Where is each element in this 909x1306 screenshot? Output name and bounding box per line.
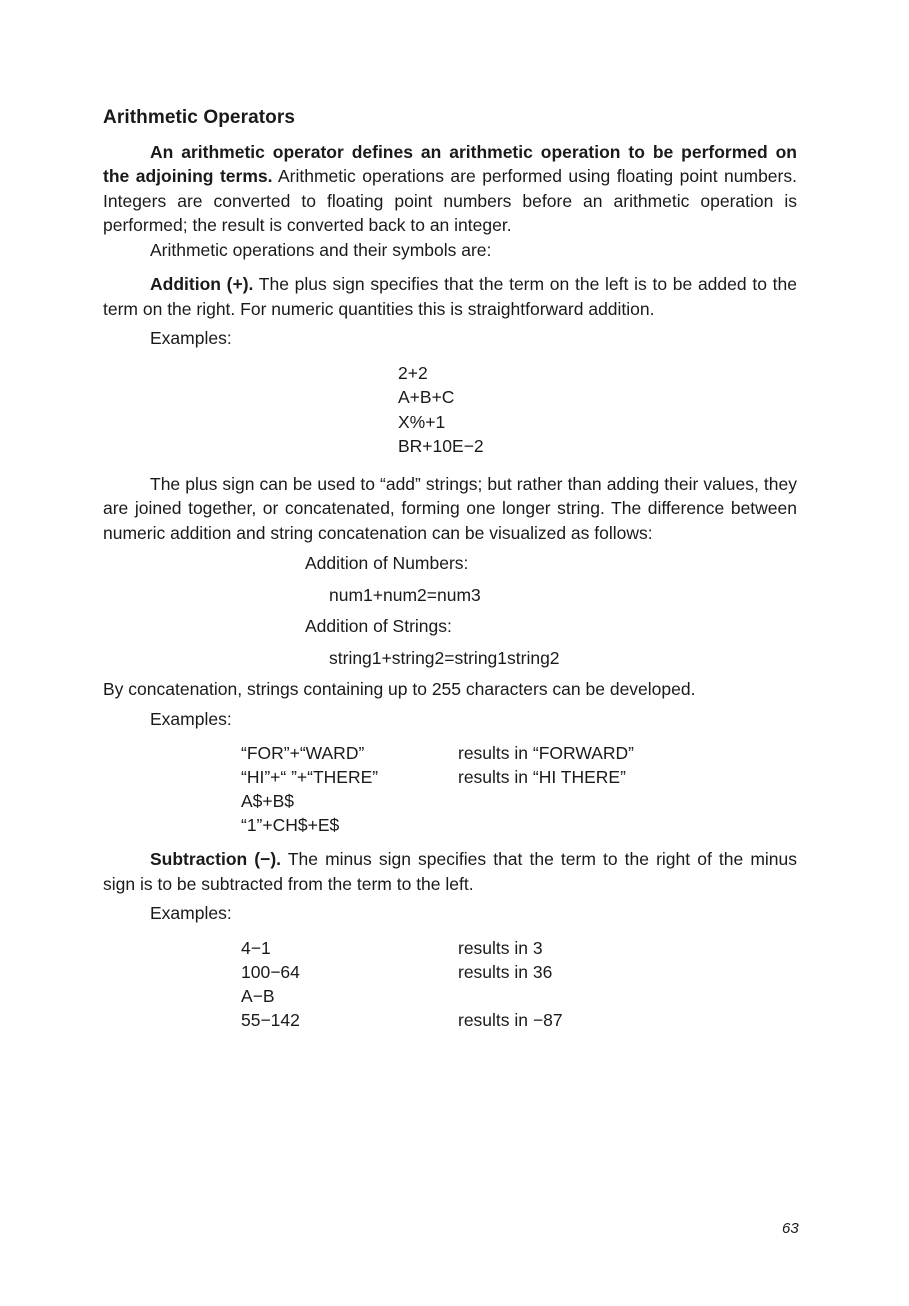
numbers-formula: num1+num2=num3 [329, 584, 481, 605]
table-row [241, 1008, 797, 1032]
addition-paragraph [103, 272, 797, 321]
table-row [241, 741, 797, 765]
table-row [241, 960, 797, 984]
example-line: A+B+C [398, 387, 455, 407]
addition-examples [398, 361, 797, 459]
strings-label: Addition of Strings: [305, 616, 452, 636]
example-result: results in −87 [458, 1009, 563, 1030]
page-content [103, 106, 797, 1032]
example-expr: A−B [241, 985, 275, 1006]
example-expr: “HI”+“ ”+“THERE” [241, 767, 379, 787]
example-result: results in 3 [458, 937, 543, 958]
addition-text: The plus sign specifies that the term on the left is to be added to the term on the right. For numeric quantities this is straightforward addition. [103, 274, 797, 319]
example-expr: 100−64 [241, 961, 300, 982]
example-expr: “1”+CH$+E$ [241, 815, 340, 835]
symbols-line: Arithmetic operations and their symbols are: [150, 239, 492, 260]
subtraction-bold: Subtraction (−). [150, 849, 282, 869]
example-line: BR+10E−2 [398, 436, 484, 456]
intro-paragraph [103, 140, 797, 238]
section-heading: Arithmetic Operators [103, 107, 296, 128]
intro-bold: An arithmetic operator defines an arithmetic operation to be performed on the adjoining terms. [103, 141, 797, 186]
example-expr: 4−1 [241, 937, 271, 958]
subtraction-text: The minus sign specifies that the term to the right of the minus sign is to be subtracted from the term to the left. [103, 849, 797, 894]
intro-text: Arithmetic operations are performed using floating point numbers. Integers are converted to floating point numbers before an arithmetic operation is performed; the result is converted back to an integer. [103, 166, 797, 235]
concatenation-visual [305, 551, 797, 670]
table-row [241, 813, 797, 837]
example-line: X%+1 [398, 411, 446, 432]
example-result: results in 36 [458, 961, 553, 982]
string-examples-label: Examples: [150, 708, 232, 729]
example-expr: 55−142 [241, 1009, 300, 1030]
concat-line: By concatenation, strings containing up to 255 characters can be developed. [103, 679, 696, 699]
example-result: results in “HI THERE” [458, 767, 626, 787]
subtraction-examples-label: Examples: [150, 903, 232, 923]
subtraction-examples-table [241, 936, 797, 1032]
table-row [241, 936, 797, 960]
string-examples-table [241, 741, 797, 837]
strings-formula: string1+string2=string1string2 [329, 647, 560, 668]
addition-bold: Addition (+). [150, 274, 254, 294]
numbers-label: Addition of Numbers: [305, 553, 469, 573]
table-row [241, 984, 797, 1008]
example-expr: “FOR”+“WARD” [241, 743, 365, 763]
page-number: 63 [782, 1220, 799, 1237]
table-row [241, 789, 797, 813]
example-expr: A$+B$ [241, 791, 295, 811]
strings-paragraph: The plus sign can be used to “add” strings; but rather than adding their values, they are joined together, or concatenated, forming one longer string. The difference between numeric addition and string concatenation can be visualized as follows: [103, 473, 797, 543]
table-row [241, 765, 797, 789]
example-line: 2+2 [398, 362, 428, 383]
example-result: results in “FORWARD” [458, 743, 634, 763]
subtraction-paragraph [103, 847, 797, 896]
addition-examples-label: Examples: [150, 328, 232, 348]
